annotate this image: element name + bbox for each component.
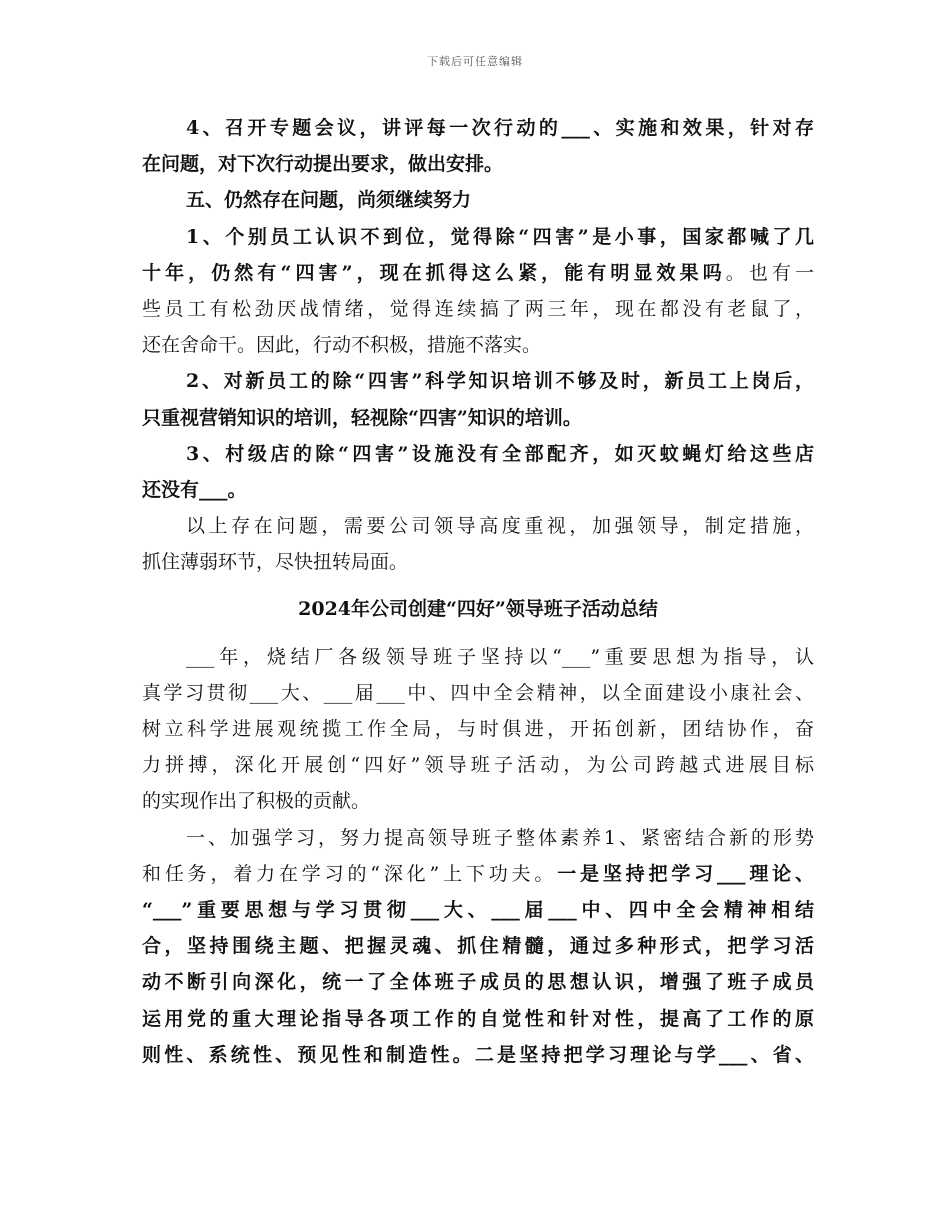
text-line: 动不断引向深化，统一了全体班子成员的思想认识，增强了班子成员 [142,971,814,994]
section-previous-summary [142,110,814,580]
text-line: ___年，烧结厂各级领导班子坚持以“___”重要思想为指导，认 [186,645,814,668]
text-line: 真学习贯彻___大、___届___中、四中全会精神，以全面建设小康社会、 [142,681,814,704]
text-line: 运用党的重大理论指导各项工作的自觉性和针对性，提高了工作的原 [142,1007,814,1030]
section-leadership-summary [142,639,814,1073]
text-line: 只重视营销知识的培训，轻视除“四害”知识的培训。 [142,406,582,429]
text-bold: 十年，仍然有“四害”，现在抓得这么紧，能有明显效果吗 [142,261,726,284]
document-title: 2024年公司创建“四好”领导班子活动总结 [298,598,658,621]
text-line: 的实现作出了积极的贡献。 [142,790,371,813]
text-line: 五、仍然存在问题，尚须继续努力 [186,189,472,212]
text-line: 4、召开专题会议，讲评每一次行动的___、实施和效果，针对存 [186,117,814,139]
text-line: 则性、系统性、预见性和制造性。二是坚持把学习理论与学___、省、 [142,1043,814,1066]
document-body [142,110,814,1073]
text-line: 3、村级店的除“四害”设施没有全部配齐，如灭蚊蝇灯给这些店 [186,442,814,465]
text-line [142,856,814,892]
text-line: “___”重要思想与学习贯彻___大、___届___中、四中全会精神相结 [142,898,814,921]
text-line: 抓住薄弱环节，尽快扭转局面。 [142,551,409,574]
page-header: 下载后可任意编辑 [427,55,523,68]
text-line: 力拼搏，深化开展创“四好”领导班子活动，为公司跨越式进展目标 [142,754,814,777]
text-line: 合，坚持围绕主题、把握灵魂、抓住精髓，通过多种形式，把学习活 [142,935,814,958]
text-line: 还在舍命干。因此，行动不积极，措施不落实。 [142,334,542,357]
text-line: 2、对新员工的除“四害”科学知识培训不够及时，新员工上岗后， [186,370,814,393]
text-line: 些员工有松劲厌战情绪，觉得连续搞了两三年，现在都没有老鼠了， [142,297,814,320]
text-line: 树立科学进展观统揽工作全局，与时俱进，开拓创新，团结协作，奋 [142,718,814,740]
text-line: 一、加强学习，努力提高领导班子整体素养1、紧密结合新的形势 [186,826,814,849]
text-line [142,255,814,291]
text-normal: 和任务，着力在学习的“深化”上下功夫。 [142,862,558,885]
text-line: 还没有___。 [142,478,247,501]
text-bold: 一是坚持把学习___理论、 [557,862,814,885]
text-line: 1、个别员工认识不到位，觉得除“四害”是小事，国家都喊了几 [186,225,814,248]
text-normal: 。也有一 [725,261,814,284]
text-line: 在问题，对下次行动提出要求，做出安排。 [142,153,504,176]
text-line: 以上存在问题，需要公司领导高度重视，加强领导，制定措施， [186,515,814,538]
